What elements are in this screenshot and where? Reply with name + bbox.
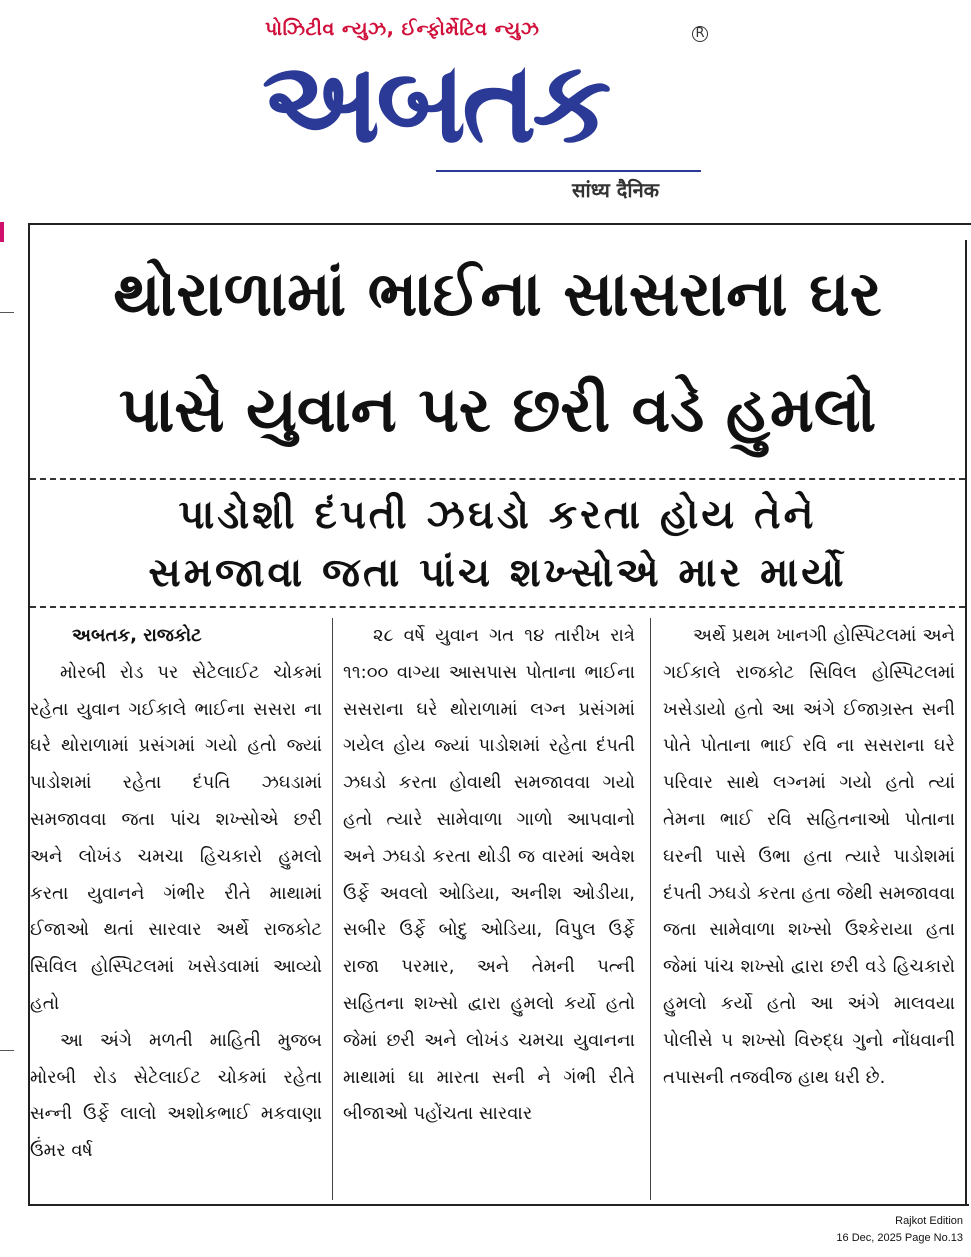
subhead-line-1: પાડોશી દંપતી ઝઘડો કરતા હોય તેને [178, 492, 817, 538]
masthead [0, 0, 971, 215]
headline-line-1: થોરાળામાં ભાઈના સાસરાના ઘર [113, 257, 882, 330]
article-paragraph: ૨૮ વર્ષે યુવાન ગત ૧૪ તારીખ રાત્રે ૧૧:૦૦ વાગ્યા આસપાસ પોતાના ભાઈના સસરાના ઘરે થોરાળામાં લગ્ન પ્રસંગમાં ગયેલ હોય જ્યાં પાડોશમાં રહેતા દંપતી ઝઘડો કરતા હોવાથી સમજાવવા ગયો હતો ત્યારે સામેવાળા ગાળો આપવાનો અને ઝઘડો કરતા થોડી જ વારમાં અવેશ ઉર્ફે અવલો ઓડિયા, અનીશ ઓડીયા, સબીર ઉર્ફે બોદુ ઓડિયા, વિપુલ ઉર્ફે રાજા પરમાર, અને તેમની પત્ની સહિતના શખ્સો દ્વારા હુમલો કર્યો હતો જેમાં છરી અને લોખંડ ચમચા યુવાનના માથામાં ઘા મારતા સની ને ગંભી રીતે બીજાઓ પહોંચતા સારવાર [343, 625, 635, 1125]
divider-dashed [30, 478, 965, 480]
divider-dashed [30, 606, 965, 608]
logo-underline [436, 170, 701, 172]
masthead-subbrand: सांध्य दैनिक [572, 178, 660, 202]
article-column-2 [343, 618, 635, 1201]
article-paragraph: અર્થે પ્રથમ ખાનગી હોસ્પિટલમાં અને ગઈકાલે રાજકોટ સિવિલ હોસ્પિટલમાં ખસેડાયો હતો આ અંગે ઈજાગ્રસ્ત સની પોતે પોતાના ભાઈ રવિ ના સસરાના ઘરે પરિવાર સાથે લગ્નમાં ગયો હતો ત્યાં તેમના ભાઈ રવિ સહિતનાઓ પોતાના ઘરની પાસે ઉભા હતા ત્યારે પાડોશમાં દંપતી ઝઘડો કરતા હતા જેથી સમજાવવા જતા સામેવાળા શખ્સો ઉશ્કેરાયા હતા જેમાં પાંચ શખ્સો દ્વારા છરી વડે હિચકારો હુમલો કર્યો હતો આ અંગે માલવયા પોલીસે ૫ શખ્સો વિરુદ્ધ ગુનો નોંધવાની તપાસની તજવીજ હાથ ધરી છે. [663, 625, 955, 1088]
column-divider [650, 618, 651, 1200]
article-dateline: અબતક, રાજકોટ [72, 625, 202, 646]
article-column-3 [663, 618, 955, 1201]
edition-info [836, 1213, 963, 1247]
article-paragraph: મોરબી રોડ પર સેટેલાઈટ ચોકમાં રહેતા યુવાન ગઈકાલે ભાઈના સસરા ના ઘરે થોરાળામાં પ્રસંગમાં ગયો હતો જ્યાં પાડોશમાં રહેતા દંપતિ ઝઘડામાં સમજાવવા જતા પાંચ શખ્સોએ છરી અને લોખંડ ચમચા હિચકારો હુમલો કરતા યુવાનને ગંભીર રીતે માથામાં ઈજાઓ થતાં સારવાર અર્થે રાજકોટ સિવિલ હોસ્પિટલમાં ખસેડવામાં આવ્યો હતો [30, 661, 322, 1014]
edition-name: Rajkot Edition [895, 1215, 963, 1227]
article-subheadline [30, 486, 965, 602]
crop-mark [0, 1050, 14, 1051]
subhead-line-2: સમજાવા જતા પાંચ શખ્સોએ માર માર્યો [148, 550, 847, 596]
crop-mark [0, 312, 14, 313]
masthead-logo: અબતક [262, 38, 608, 168]
article-paragraph: આ અંગે મળતી માહિતી મુજબ મોરબી રોડ સેટેલાઈટ ચોકમાં રહેતા સન્ની ઉર્ફે લાલો અશોકભાઈ મકવાણા ઉંમર વર્ષ [30, 1029, 322, 1162]
headline-line-2: પાસે યુવાન પર છરી વડે હુમલો [118, 373, 877, 446]
article-column-1 [30, 618, 322, 1201]
page-edge-marker [0, 222, 4, 242]
article-top-border [28, 223, 971, 225]
column-divider [332, 618, 333, 1200]
article-headline [30, 236, 965, 468]
edition-date-page: 16 Dec, 2025 Page No.13 [836, 1232, 963, 1244]
article-bottom-border [28, 1204, 969, 1206]
article-right-border [965, 240, 967, 1205]
registered-mark-icon: R [692, 26, 708, 42]
masthead-tagline: પોઝિટીવ ન્યુઝ, ઈન્ફોર્મેટિવ ન્યુઝ [265, 18, 540, 40]
